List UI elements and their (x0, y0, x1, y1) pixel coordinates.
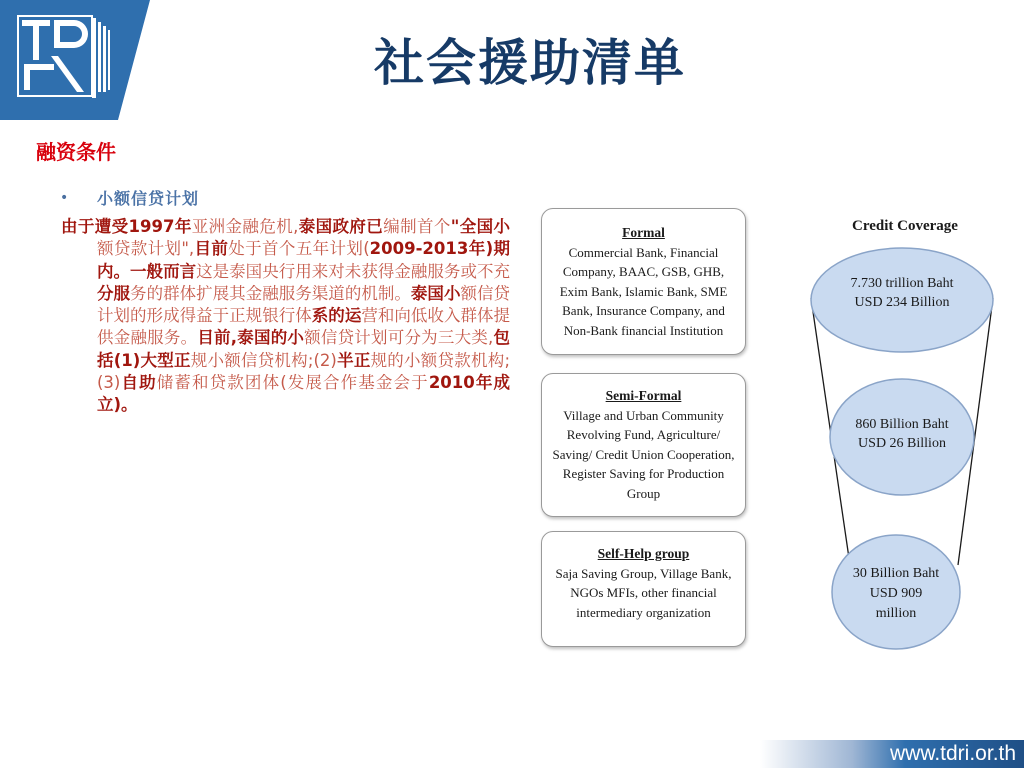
body-text-segment: 2010年成立)。 (97, 373, 511, 415)
body-text-segment: 务的群体扩展其金融服务渠道的机制。 (130, 283, 411, 303)
body-text-segment: 分服 (97, 283, 131, 303)
semi-formal-line: Village and Urban Community (563, 407, 724, 423)
body-text-segment: 规的小额贷款机构;(3) (97, 350, 511, 393)
formal-title: Formal (622, 225, 665, 240)
body-text-segment: 由于遭受1997年 (61, 217, 192, 236)
footer-url[interactable]: www.tdri.or.th (890, 742, 1017, 765)
body-text-segment: 编制首个 (383, 217, 451, 236)
body-text-segment: 额信贷计划的形成得益于正规银行体 (97, 283, 511, 326)
logo (0, 0, 150, 120)
body-text-segment: 目前, (197, 328, 238, 348)
body-text-segment: 营和向低收入群体提供金融服务。 (97, 306, 511, 348)
semi-formal-line: Group (626, 485, 661, 501)
body-text-segment: 2009-2013年)期内。一般而言 (97, 239, 510, 281)
coverage-value: USD 26 Billion (858, 436, 946, 451)
formal-line: Company, BAAC, GSB, GHB, (562, 264, 725, 279)
body-text-segment: 处于首个五年 (228, 239, 330, 259)
semi-formal-box (541, 373, 746, 517)
body-text-segment: 自助 (120, 373, 157, 393)
body-text-segment: 额信贷计划可分为三大类, (304, 328, 494, 348)
section-heading: 融资条件 (36, 140, 116, 164)
bullet-marker: • (60, 190, 69, 206)
body-text-segment: 系的运 (311, 306, 362, 326)
coverage-value: million (875, 606, 917, 621)
semi-formal-line: Saving/ Credit Union Cooperation, (552, 446, 735, 462)
self-help-box (541, 531, 746, 647)
self-help-title: Self-Help group (597, 546, 690, 561)
credit-coverage-diagram (800, 205, 1010, 650)
body-text-segment: 亚洲金融危机, (191, 217, 299, 236)
formal-line: Bank, Insurance Company, and (562, 303, 725, 318)
body-text-segment: 额贷款计划", (97, 239, 195, 259)
formal-line: Non-Bank financial Institution (563, 322, 724, 338)
body-text-segment: 泰国小 (410, 283, 461, 303)
semi-formal-line: Revolving Fund, Agriculture/ (566, 427, 721, 442)
bullet-item: 小额信贷计划 (97, 189, 200, 208)
semi-formal-line: Register Saving for Production (562, 466, 725, 481)
coverage-value: 860 Billion Baht (855, 417, 949, 432)
body-text-segment: 规小额信贷机构;(2) (190, 350, 337, 370)
self-help-line: intermediary organization (576, 604, 711, 620)
body-text-segment: "全国小 (450, 217, 511, 236)
body-text-segment: 这是泰国央行用来对未获得金融服务或不充 (196, 261, 511, 281)
coverage-title: Credit Coverage (852, 218, 958, 234)
coverage-value: 7.730 trillion Baht (850, 276, 954, 291)
body-text-segment: 泰国政府已 (298, 217, 384, 236)
semi-formal-title: Semi-Formal (605, 388, 682, 403)
formal-box (541, 208, 746, 355)
body-text-segment: 泰国的小 (237, 328, 305, 348)
body-paragraph (61, 216, 510, 417)
self-help-line: Saja Saving Group, Village Bank, (555, 565, 732, 581)
formal-line: Commercial Bank, Financial (568, 244, 719, 260)
body-text-segment: 包括(1)大型正 (97, 328, 510, 370)
coverage-value: 30 Billion Baht (852, 566, 940, 581)
coverage-value: USD 234 Billion (854, 295, 950, 310)
page-title: 社会援助清单 (374, 34, 686, 92)
self-help-line: NGOs MFIs, other financial (570, 585, 717, 600)
body-text-segment: 半正 (336, 350, 371, 370)
formal-line: Exim Bank, Islamic Bank, SME (559, 283, 728, 299)
coverage-value: USD 909 (869, 586, 923, 601)
body-text-segment: 储蓄和贷款团体(发展合作基金会于 (156, 373, 429, 393)
body-text-segment: 目前 (194, 239, 229, 259)
body-text-segment: 计划( (329, 239, 370, 259)
